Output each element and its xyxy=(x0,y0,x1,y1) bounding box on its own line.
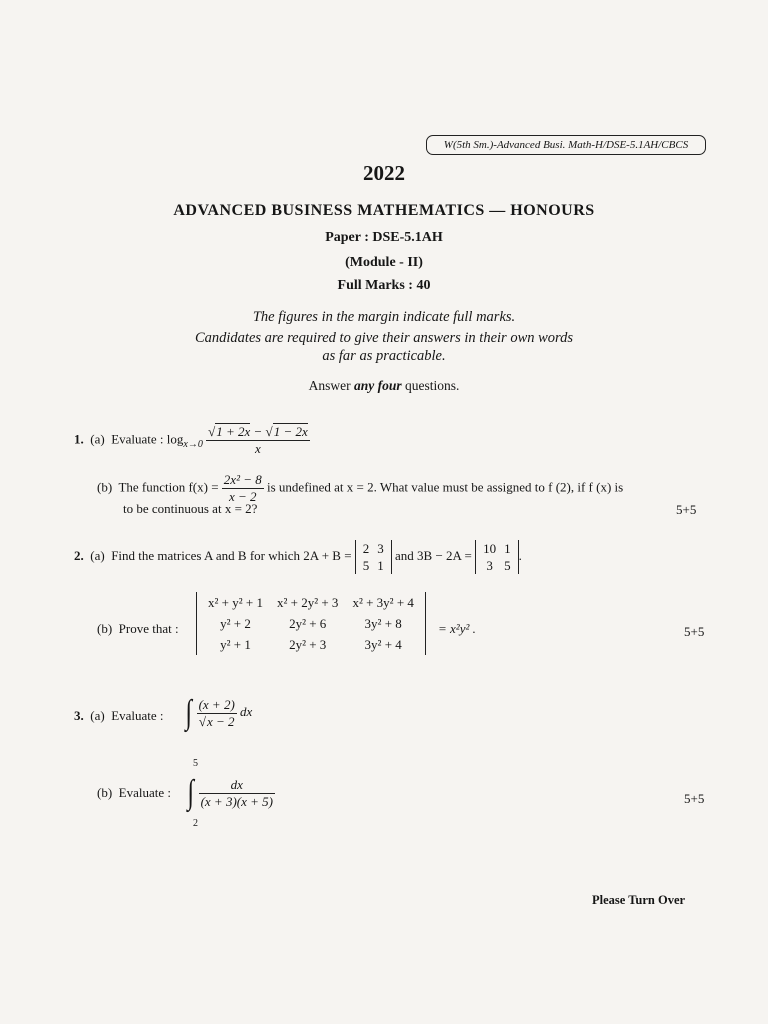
determinant-cell: x² + 3y² + 4 xyxy=(352,595,414,610)
determinant-cell: x² + 2y² + 3 xyxy=(276,595,339,610)
answer-instruction xyxy=(0,378,768,394)
determinant-result: = x²y² . xyxy=(438,621,476,636)
matrix-cell: 5 xyxy=(362,558,370,573)
matrix-cell: 1 xyxy=(504,541,511,556)
part-label: (b) xyxy=(97,621,113,636)
determinant-cell: 2y² + 6 xyxy=(289,616,327,631)
fraction-numerator: dx xyxy=(199,777,275,794)
integrand-fraction: $\frac{(x + 2)}{√x - 2}$ xyxy=(198,696,235,729)
question-end: . xyxy=(518,547,522,563)
integral-b xyxy=(186,776,275,810)
question-2-marks: 5+5 xyxy=(684,624,705,639)
question-number: 3. xyxy=(74,708,84,723)
limit-subscript: x→0 xyxy=(183,439,203,451)
question-text: Find the matrices A and B for which 2A + B = xyxy=(111,547,352,563)
limit-fraction xyxy=(206,424,310,457)
question-text: Evaluate : xyxy=(111,708,164,723)
differential: dx xyxy=(240,703,253,719)
question-text: Prove that : xyxy=(118,621,179,636)
part-label: (a) xyxy=(90,431,105,447)
matrix-difference xyxy=(475,540,519,574)
integral-lower-limit: 2 xyxy=(193,818,198,829)
question-2b-label xyxy=(97,621,179,637)
determinant-cell: y² + 2 xyxy=(220,616,251,631)
question-number: 1. xyxy=(74,431,84,447)
part-label: (b) xyxy=(97,785,113,800)
matrix-cell: 5 xyxy=(504,558,511,573)
integral-sign: ∫ xyxy=(185,694,192,731)
determinant-cell: y² + 1 xyxy=(220,637,251,652)
question-3-marks: 5+5 xyxy=(684,791,705,806)
fraction-numerator: 2x² − 8 xyxy=(223,472,262,487)
matrix-cell: 10 xyxy=(483,541,497,556)
integral-sign: ∫ xyxy=(187,774,194,811)
integral-upper-limit: 5 xyxy=(193,758,198,769)
part-label: (a) xyxy=(90,708,105,723)
sqrt-term-b: 1 − 2x xyxy=(273,424,308,439)
integral-a xyxy=(184,696,252,730)
instruction-own-words: Candidates are required to give their answers in their own words xyxy=(194,330,574,346)
question-1b-continuation: to be continuous at x = 2? xyxy=(123,501,258,516)
matrix-cell: 3 xyxy=(486,558,493,573)
question-2a xyxy=(74,540,522,574)
instruction-margin: The figures in the margin indicate full marks. xyxy=(252,309,516,325)
question-1-marks: 5+5 xyxy=(676,502,697,517)
matrix-sum xyxy=(355,540,392,574)
fraction-denominator: (x + 3)(x + 5) xyxy=(200,793,273,809)
question-text: Evaluate : xyxy=(118,785,172,800)
question-3b-label xyxy=(97,785,171,801)
fraction-numerator: (x + 2) xyxy=(198,696,235,712)
question-text-suffix: is undefined at x = 2. What value must be assigned to f (2), if f (x) is xyxy=(267,479,624,495)
answer-suffix: questions. xyxy=(401,378,460,393)
paper-code: Paper : DSE-5.1AH xyxy=(325,230,443,245)
full-marks: Full Marks : 40 xyxy=(337,278,431,293)
module-label: (Module - II) xyxy=(345,255,423,270)
question-1a xyxy=(74,424,310,457)
matrix-cell: 1 xyxy=(377,558,384,573)
part-label: (b) xyxy=(97,479,113,495)
determinant-cell: 3y² + 4 xyxy=(364,637,402,652)
determinant-cell: 3y² + 8 xyxy=(364,616,402,631)
integrand-fraction xyxy=(199,777,275,810)
please-turn-over: Please Turn Over xyxy=(592,893,686,907)
fraction-numerator: √1 + 2x − √1 − 2x xyxy=(208,424,308,439)
subject-title: ADVANCED BUSINESS MATHEMATICS — HONOURS xyxy=(173,202,595,219)
matrix-cell: 3 xyxy=(377,541,384,556)
part-label: (a) xyxy=(90,547,105,563)
determinant-cell: 2y² + 3 xyxy=(289,637,327,652)
instruction-practicable: as far as practicable. xyxy=(322,348,446,364)
exam-year: 2022 xyxy=(363,161,405,185)
fraction-denominator: x − 2 xyxy=(229,489,257,504)
question-text-middle: and 3B − 2A = xyxy=(395,547,472,563)
answer-emphasis: any four xyxy=(353,378,402,393)
question-text: Evaluate : log xyxy=(111,431,184,447)
fraction-denominator: x − 2 xyxy=(206,713,235,729)
sqrt-term-a: 1 + 2x xyxy=(216,424,251,439)
fraction-denominator: x xyxy=(255,441,261,456)
paper-code-box: W(5th Sm.)-Advanced Busi. Math-H/DSE-5.1AH/CBCS xyxy=(426,135,706,155)
question-3a xyxy=(74,708,164,724)
determinant-cell: x² + y² + 1 xyxy=(208,595,263,610)
matrix-cell: 2 xyxy=(362,541,370,556)
question-text: The function f(x) = xyxy=(118,479,219,495)
question-number: 2. xyxy=(74,547,84,563)
answer-prefix: Answer xyxy=(308,378,354,393)
determinant xyxy=(196,592,426,655)
